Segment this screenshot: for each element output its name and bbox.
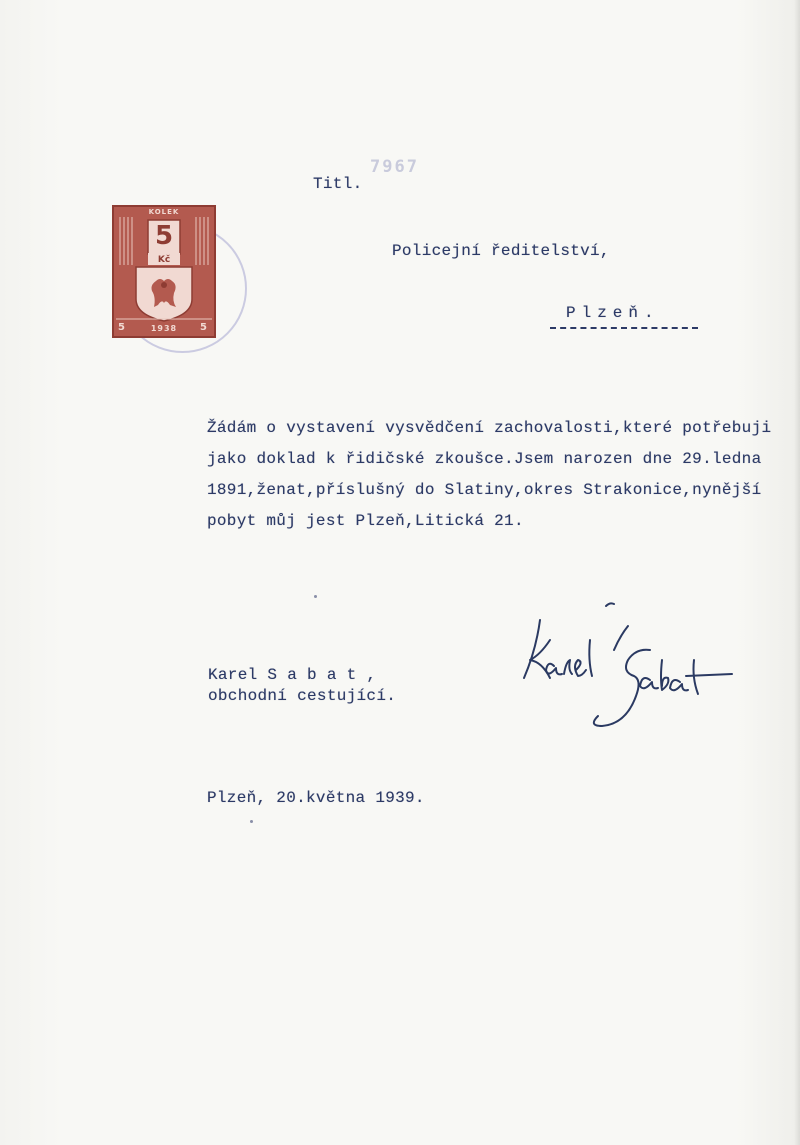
sender-role: obchodní cestující. bbox=[208, 687, 397, 705]
page-edge-shadow bbox=[794, 0, 800, 1145]
stamp-year: 1938 bbox=[150, 324, 178, 333]
letter-body: Žádám o vystavení vysvědčení zachovalosti,které potřebuji jako doklad k řidičské zkoušce.Jsem narozen dne 29.ledna 1891,ženat,příslušný do Slatiny,okres Strakonice,nynější pobyt můj jest Plzeň,Litická 21. bbox=[207, 419, 772, 530]
stamp-top-label: KOLEK bbox=[148, 208, 180, 216]
revenue-stamp bbox=[112, 205, 216, 338]
addressee: Policejní ředitelství, bbox=[392, 242, 610, 260]
place-and-date: Plzeň, 20.května 1939. bbox=[207, 789, 425, 807]
stamp-currency: Kč bbox=[157, 255, 171, 265]
stamp-corner-right: 5 bbox=[200, 322, 207, 333]
city-underline bbox=[550, 327, 698, 329]
salutation: Titl. bbox=[313, 175, 363, 193]
stamp-value: 5 bbox=[154, 221, 174, 251]
sender-name: Karel S a b a t , bbox=[208, 666, 377, 684]
paper-speck bbox=[250, 820, 253, 823]
handwritten-signature bbox=[510, 600, 740, 740]
stamp-corner-left: 5 bbox=[118, 322, 125, 333]
paper-speck bbox=[314, 595, 317, 598]
faint-registry-mark: 7967 bbox=[370, 157, 419, 177]
addressee-city: Plzeň. bbox=[566, 304, 660, 322]
